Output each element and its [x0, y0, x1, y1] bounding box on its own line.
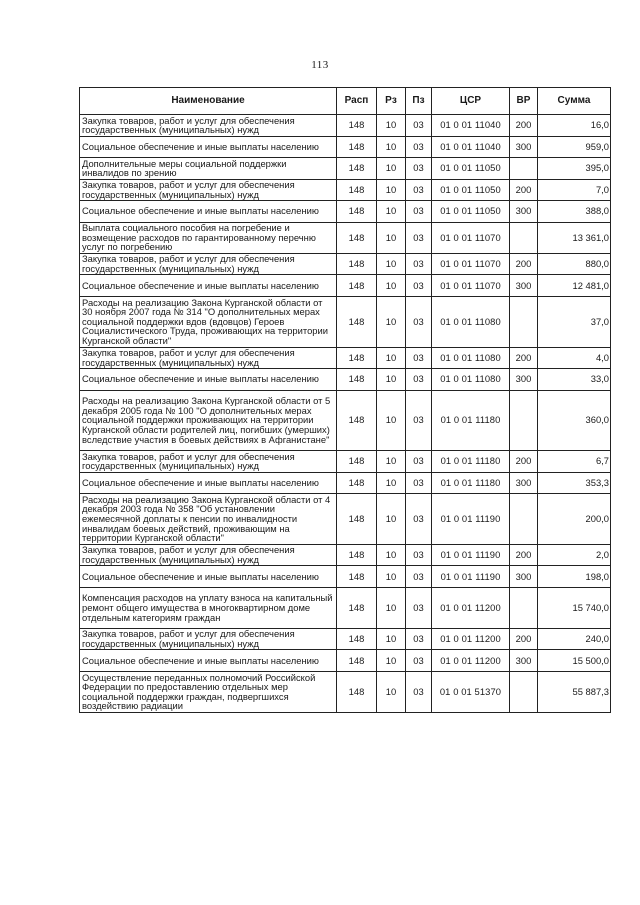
table-row	[80, 390, 611, 451]
cell-name: Социальное обеспечение и иные выплаты населению	[80, 136, 337, 158]
table-row	[80, 628, 611, 650]
cell-csr: 01 0 01 11070	[432, 275, 510, 297]
table-row	[80, 275, 611, 297]
cell-name: Закупка товаров, работ и услуг для обеспечения государственных (муниципальных) нужд	[80, 179, 337, 201]
cell-sum: 198,0	[538, 566, 611, 588]
cell-name: Расходы на реализацию Закона Курганской области от 4 декабря 2003 года № 358 "Об установлении ежемесячной доплаты к пенсии по инвалидности инвалидам боевых действий, проживающим на территории Курганской области"	[80, 494, 337, 545]
cell-vr	[510, 158, 538, 180]
cell-csr: 01 0 01 51370	[432, 671, 510, 712]
cell-csr: 01 0 01 11190	[432, 544, 510, 566]
cell-csr: 01 0 01 11200	[432, 587, 510, 628]
cell-rz: 10	[377, 158, 406, 180]
cell-sum: 37,0	[538, 296, 611, 347]
cell-pz: 03	[406, 544, 432, 566]
cell-name: Выплата социального пособия на погребение и возмещение расходов по гарантированному перечню услуг по погребению	[80, 222, 337, 253]
cell-vr: 200	[510, 115, 538, 137]
cell-csr: 01 0 01 11180	[432, 451, 510, 473]
cell-rz: 10	[377, 544, 406, 566]
cell-csr: 01 0 01 11190	[432, 566, 510, 588]
cell-pz: 03	[406, 628, 432, 650]
cell-pz: 03	[406, 222, 432, 253]
cell-pz: 03	[406, 115, 432, 137]
table-body	[80, 115, 611, 713]
table-row	[80, 253, 611, 275]
cell-pz: 03	[406, 201, 432, 223]
cell-csr: 01 0 01 11040	[432, 136, 510, 158]
cell-rz: 10	[377, 222, 406, 253]
cell-rasp: 148	[337, 158, 377, 180]
cell-pz: 03	[406, 671, 432, 712]
cell-csr: 01 0 01 11050	[432, 158, 510, 180]
cell-rz: 10	[377, 451, 406, 473]
table-row	[80, 136, 611, 158]
cell-csr: 01 0 01 11200	[432, 628, 510, 650]
cell-sum: 4,0	[538, 347, 611, 369]
cell-csr: 01 0 01 11190	[432, 494, 510, 545]
cell-name: Закупка товаров, работ и услуг для обеспечения государственных (муниципальных) нужд	[80, 253, 337, 275]
table-row	[80, 494, 611, 545]
cell-vr: 300	[510, 275, 538, 297]
cell-sum: 200,0	[538, 494, 611, 545]
cell-vr	[510, 671, 538, 712]
cell-csr: 01 0 01 11050	[432, 201, 510, 223]
table-row	[80, 347, 611, 369]
cell-rasp: 148	[337, 179, 377, 201]
cell-rasp: 148	[337, 671, 377, 712]
table-row	[80, 222, 611, 253]
cell-sum: 7,0	[538, 179, 611, 201]
budget-table	[79, 87, 611, 713]
cell-rz: 10	[377, 566, 406, 588]
header-vr: ВР	[510, 88, 538, 115]
cell-sum: 959,0	[538, 136, 611, 158]
cell-pz: 03	[406, 451, 432, 473]
cell-csr: 01 0 01 11080	[432, 296, 510, 347]
cell-name: Социальное обеспечение и иные выплаты населению	[80, 275, 337, 297]
table-row	[80, 544, 611, 566]
table-row	[80, 296, 611, 347]
cell-pz: 03	[406, 494, 432, 545]
cell-rz: 10	[377, 369, 406, 391]
cell-name: Социальное обеспечение и иные выплаты населению	[80, 201, 337, 223]
cell-sum: 13 361,0	[538, 222, 611, 253]
cell-name: Социальное обеспечение и иные выплаты населению	[80, 472, 337, 494]
cell-rasp: 148	[337, 494, 377, 545]
table-row	[80, 369, 611, 391]
cell-rasp: 148	[337, 544, 377, 566]
cell-rasp: 148	[337, 115, 377, 137]
cell-rasp: 148	[337, 253, 377, 275]
cell-pz: 03	[406, 472, 432, 494]
cell-name: Закупка товаров, работ и услуг для обеспечения государственных (муниципальных) нужд	[80, 628, 337, 650]
cell-rz: 10	[377, 472, 406, 494]
cell-rasp: 148	[337, 451, 377, 473]
cell-name: Расходы на реализацию Закона Курганской области от 5 декабря 2005 года № 100 "О дополнительных мерах социальной поддержки проживающих на территории Курганской области родителей лиц, погибших (умерших) вследствие участия в боевых действиях в Афганистане"	[80, 390, 337, 451]
cell-csr: 01 0 01 11180	[432, 390, 510, 451]
table-row	[80, 179, 611, 201]
table-row	[80, 201, 611, 223]
cell-name: Закупка товаров, работ и услуг для обеспечения государственных (муниципальных) нужд	[80, 115, 337, 137]
cell-vr: 200	[510, 179, 538, 201]
cell-name: Закупка товаров, работ и услуг для обеспечения государственных (муниципальных) нужд	[80, 451, 337, 473]
cell-sum: 15 500,0	[538, 650, 611, 672]
cell-csr: 01 0 01 11180	[432, 472, 510, 494]
cell-pz: 03	[406, 179, 432, 201]
cell-rasp: 148	[337, 472, 377, 494]
cell-sum: 16,0	[538, 115, 611, 137]
cell-rz: 10	[377, 275, 406, 297]
cell-rasp: 148	[337, 296, 377, 347]
cell-vr	[510, 494, 538, 545]
table-row	[80, 115, 611, 137]
cell-pz: 03	[406, 650, 432, 672]
cell-sum: 360,0	[538, 390, 611, 451]
cell-rasp: 148	[337, 347, 377, 369]
cell-rz: 10	[377, 494, 406, 545]
table-row	[80, 587, 611, 628]
cell-rasp: 148	[337, 275, 377, 297]
cell-vr: 200	[510, 544, 538, 566]
cell-pz: 03	[406, 587, 432, 628]
cell-rz: 10	[377, 296, 406, 347]
cell-pz: 03	[406, 275, 432, 297]
cell-rz: 10	[377, 628, 406, 650]
cell-csr: 01 0 01 11040	[432, 115, 510, 137]
cell-pz: 03	[406, 566, 432, 588]
cell-vr: 300	[510, 650, 538, 672]
cell-pz: 03	[406, 136, 432, 158]
cell-rasp: 148	[337, 566, 377, 588]
cell-vr: 200	[510, 347, 538, 369]
cell-sum: 12 481,0	[538, 275, 611, 297]
cell-vr	[510, 222, 538, 253]
cell-sum: 880,0	[538, 253, 611, 275]
table-row	[80, 472, 611, 494]
table-row	[80, 566, 611, 588]
cell-rz: 10	[377, 179, 406, 201]
table-row	[80, 158, 611, 180]
header-pz: Пз	[406, 88, 432, 115]
cell-rz: 10	[377, 671, 406, 712]
cell-sum: 15 740,0	[538, 587, 611, 628]
cell-name: Социальное обеспечение и иные выплаты населению	[80, 650, 337, 672]
cell-sum: 353,3	[538, 472, 611, 494]
cell-rz: 10	[377, 201, 406, 223]
cell-csr: 01 0 01 11070	[432, 253, 510, 275]
cell-rasp: 148	[337, 628, 377, 650]
cell-vr: 300	[510, 136, 538, 158]
cell-rz: 10	[377, 650, 406, 672]
header-csr: ЦСР	[432, 88, 510, 115]
cell-pz: 03	[406, 158, 432, 180]
cell-csr: 01 0 01 11070	[432, 222, 510, 253]
table-row	[80, 650, 611, 672]
cell-pz: 03	[406, 347, 432, 369]
cell-pz: 03	[406, 253, 432, 275]
cell-name: Осуществление переданных полномочий Российской Федерации по предоставлению отдельных мер социальной поддержки граждан, подвергшихся воздействию радиации	[80, 671, 337, 712]
cell-sum: 6,7	[538, 451, 611, 473]
cell-sum: 395,0	[538, 158, 611, 180]
cell-vr: 200	[510, 628, 538, 650]
cell-sum: 33,0	[538, 369, 611, 391]
table-header-row	[80, 88, 611, 115]
cell-csr: 01 0 01 11080	[432, 347, 510, 369]
cell-rz: 10	[377, 253, 406, 275]
cell-rz: 10	[377, 136, 406, 158]
table-row	[80, 451, 611, 473]
cell-name: Социальное обеспечение и иные выплаты населению	[80, 369, 337, 391]
cell-rasp: 148	[337, 390, 377, 451]
cell-pz: 03	[406, 369, 432, 391]
cell-pz: 03	[406, 296, 432, 347]
cell-rasp: 148	[337, 587, 377, 628]
cell-rz: 10	[377, 587, 406, 628]
cell-name: Расходы на реализацию Закона Курганской области от 30 ноября 2007 года № 314 "О дополнительных мерах социальной поддержки вдов (вдовцов) Героев Социалистического Труда, проживающих на территории Курганской области"	[80, 296, 337, 347]
header-sum: Сумма	[538, 88, 611, 115]
cell-pz: 03	[406, 390, 432, 451]
cell-rasp: 148	[337, 201, 377, 223]
cell-name: Дополнительные меры социальной поддержки инвалидов по зрению	[80, 158, 337, 180]
cell-csr: 01 0 01 11200	[432, 650, 510, 672]
cell-vr: 300	[510, 201, 538, 223]
header-name: Наименование	[80, 88, 337, 115]
cell-vr: 200	[510, 451, 538, 473]
table-row	[80, 671, 611, 712]
cell-csr: 01 0 01 11050	[432, 179, 510, 201]
cell-vr	[510, 390, 538, 451]
cell-rz: 10	[377, 115, 406, 137]
cell-vr	[510, 296, 538, 347]
cell-name: Закупка товаров, работ и услуг для обеспечения государственных (муниципальных) нужд	[80, 544, 337, 566]
cell-rasp: 148	[337, 222, 377, 253]
cell-name: Компенсация расходов на уплату взноса на капитальный ремонт общего имущества в многоквартирном доме отдельным категориям граждан	[80, 587, 337, 628]
cell-vr: 200	[510, 253, 538, 275]
header-rasp: Расп	[337, 88, 377, 115]
cell-rasp: 148	[337, 136, 377, 158]
cell-rasp: 148	[337, 369, 377, 391]
page-number: 113	[311, 59, 329, 71]
cell-name: Социальное обеспечение и иные выплаты населению	[80, 566, 337, 588]
header-rz: Рз	[377, 88, 406, 115]
cell-vr: 300	[510, 369, 538, 391]
cell-rz: 10	[377, 390, 406, 451]
cell-rasp: 148	[337, 650, 377, 672]
cell-sum: 388,0	[538, 201, 611, 223]
cell-sum: 2,0	[538, 544, 611, 566]
cell-vr	[510, 587, 538, 628]
cell-csr: 01 0 01 11080	[432, 369, 510, 391]
cell-sum: 240,0	[538, 628, 611, 650]
cell-name: Закупка товаров, работ и услуг для обеспечения государственных (муниципальных) нужд	[80, 347, 337, 369]
cell-vr: 300	[510, 566, 538, 588]
cell-sum: 55 887,3	[538, 671, 611, 712]
cell-rz: 10	[377, 347, 406, 369]
cell-vr: 300	[510, 472, 538, 494]
